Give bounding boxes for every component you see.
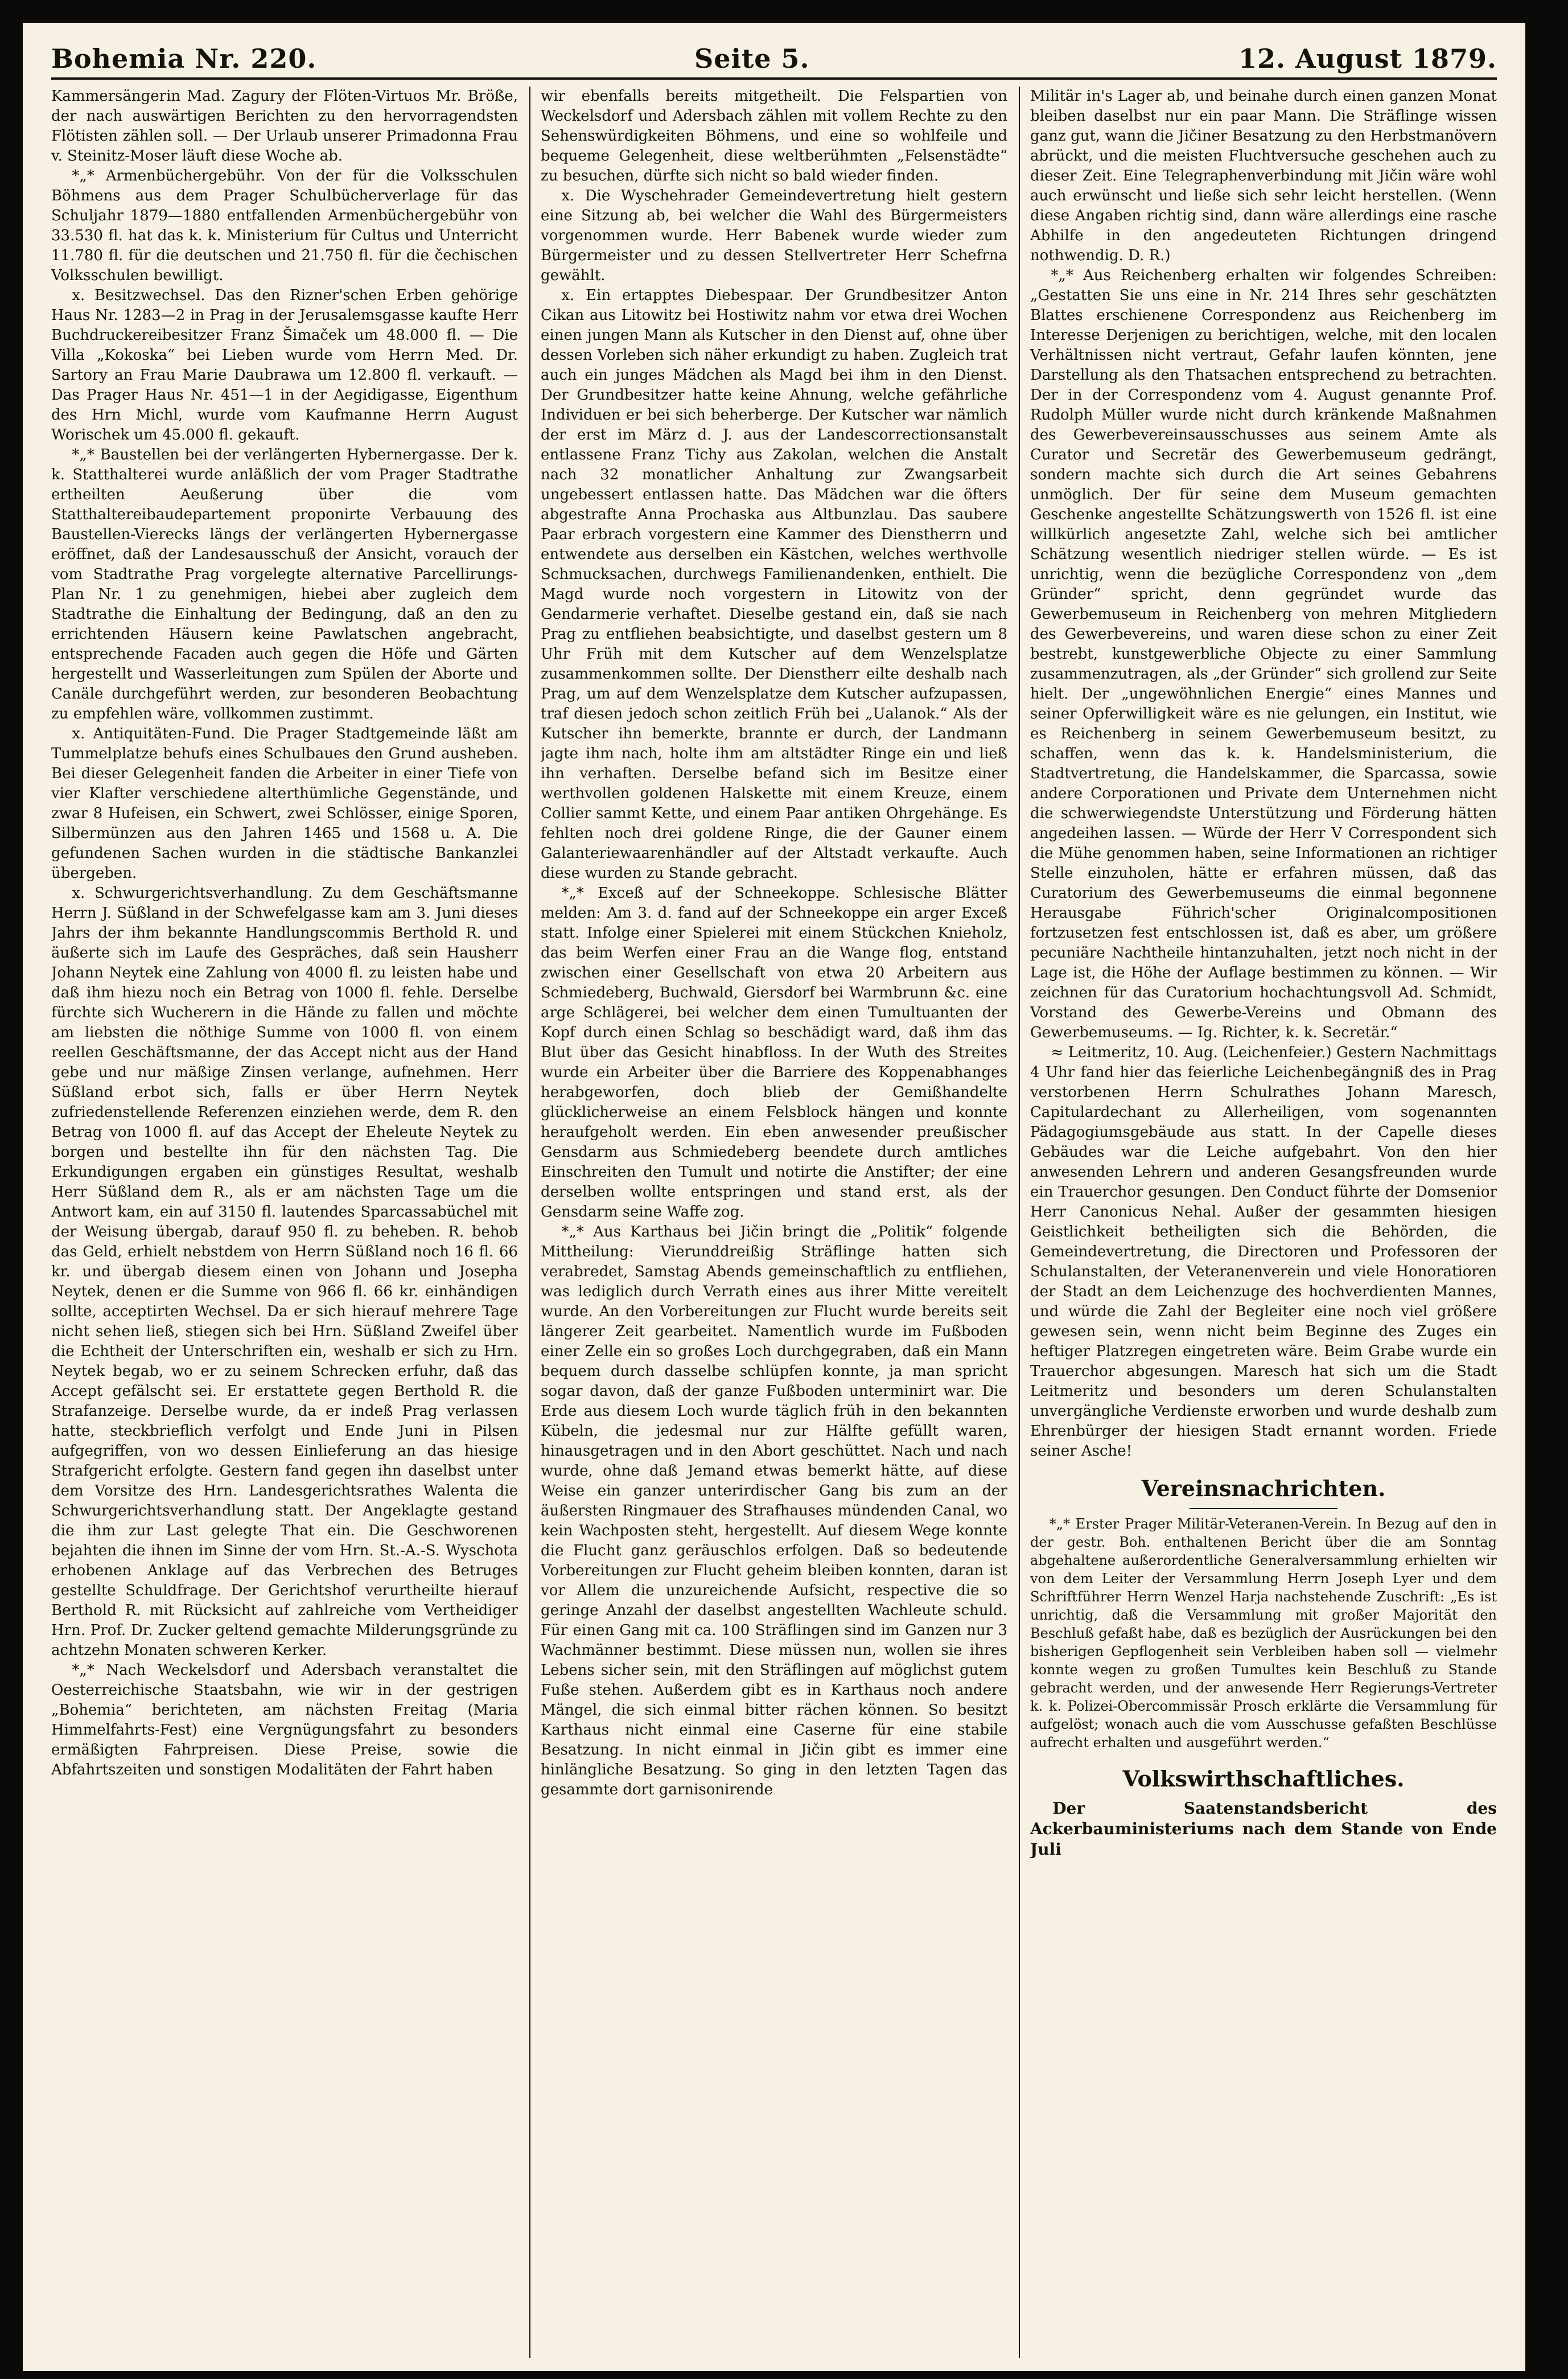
article-paragraph: *„* Exceß auf der Schneekoppe. Schlesische Blätter melden: Am 3. d. fand auf der Schneekoppe ein arger Exceß statt. Infolge einer Spielerei mit einem Stückchen Knieholz, das beim Werfen einer Frau an die Wange flog, entstand zwischen einer Gesellschaft von etwa 20 Arbeitern aus Schmiedeberg, Buchwald, Giersdorf bei Warmbrunn &c. eine arge Schlägerei, bei welcher dem einen Tumultuanten der Kopf durch einen Schlag so beschädigt ward, daß ihm das Blut über das Gesicht hinabfloss. In der Wuth des Streites wurde ein Arbeiter über die Barriere des Koppenabhanges herabgeworfen, doch blieb der Gemißhandelte glücklicherweise an einem Felsblock hängen und konnte heraufgeholt werden. Ein eben anwesender preußischer Gensdarm aus Schmiedeberg beendete durch amtliches Einschreiten den Tumult und notirte die Anstifter; der eine derselben wollte entspringen und stand erst, als der Gensdarm seine Waffe zog. [541, 885, 1007, 1221]
page-number: Seite 5. [694, 43, 810, 74]
article-paragraph: Der Saatenstandsbericht des Ackerbauministeriums nach dem Stande von Ende Juli [1030, 1799, 1497, 1859]
column-3 [1030, 87, 1497, 2358]
article-paragraph: Militär in's Lager ab, und beinahe durch einen ganzen Monat bleiben daselbst nur ein paar Mann. Die Sträflinge wissen ganz gut, wann die Jičiner Besatzung zu den Herbstmanövern abrückt, und die meisten Fluchtversuche geschehen auch zu dieser Zeit. Eine Telegraphenverbindung mit Jičin wäre wohl auch erwünscht und ließe sich sehr leicht herstellen. (Wenn diese Angaben richtig sind, dann wäre allerdings eine rasche Abhilfe in den angedeuteten Richtungen dringend nothwendig. D. R.) [1030, 88, 1497, 264]
article-paragraph: *„* Baustellen bei der verlängerten Hybernergasse. Der k. k. Statthalterei wurde anläßlich der vom Prager Stadtrathe ertheilten Aeußerung über die vom Statthaltereibaudepartement proponirte Verbauung des Baustellen-Vierecks längs der verlängerten Hybernergasse eröffnet, daß der Landesausschuß der Ansicht, vorauch der vom Stadtrathe Prag vorgelegte alternative Parcellirungs-Plan Nr. 1 zu genehmigen, hiebei aber zugleich dem Stadtrathe die Einhaltung der Bedingung, daß an den zu errichtenden Häusern keine Pawlatschen angebracht, entsprechende Facaden auch gegen die Höfe und Gärten hergestellt und Wasserleitungen zum Spülen der Aborte und Canäle durchgeführt werden, zur besonderen Beobachtung zu empfehlen wäre, vollkommen zustimmt. [51, 446, 518, 722]
newspaper-page [23, 23, 1525, 2371]
article-paragraph: x. Antiquitäten-Fund. Die Prager Stadtgemeinde läßt am Tummelplatze behufs eines Schulbaues den Grund ausheben. Bei dieser Gelegenheit fanden die Arbeiter in einer Tiefe von vier Klafter verschiedene alterthümliche Gegenstände, und zwar 8 Hufeisen, ein Schwert, zwei Schlösser, einige Sporen, Silbermünzen aus den Jahren 1465 und 1568 u. A. Die gefundenen Sachen wurden in die städtische Bankanzlei übergeben. [51, 725, 518, 882]
article-paragraph: x. Besitzwechsel. Das den Rizner'schen Erben gehörige Haus Nr. 1283—2 in Prag in der Jerusalemsgasse kaufte Herr Buchdruckereibesitzer Franz Šimaček um 48.000 fl. — Die Villa „Kokoska“ bei Lieben wurde vom Herrn Med. Dr. Sartory an Frau Marie Daubrawa um 12.800 fl. verkauft. — Das Prager Haus Nr. 451—1 in der Aegidigasse, Eigenthum des Hrn Michl, wurde vom Kaufmanne Herrn August Worischek um 45.000 fl. gekauft. [51, 287, 518, 443]
article-paragraph: *„* Armenbüchergebühr. Von der für die Volksschulen Böhmens aus dem Prager Schulbücherverlage für das Schuljahr 1879—1880 entfallenden Armenbüchergebühr von 33.530 fl. hat das k. k. Ministerium für Cultus und Unterricht 11.780 fl. für die deutschen und 21.750 fl. für die čechischen Volksschulen bewilligt. [51, 167, 518, 284]
article-paragraph: wir ebenfalls bereits mitgetheilt. Die Felspartien von Weckelsdorf und Adersbach zählen mit vollem Rechte zu den Sehenswürdigkeiten Böhmens, und eine so wohlfeile und bequeme Gelegenheit, diese weltberühmten „Felsenstädte“ zu besuchen, dürfte sich nicht so bald wieder finden. [541, 88, 1007, 184]
article-paragraph: *„* Aus Reichenberg erhalten wir folgendes Schreiben: „Gestatten Sie uns eine in Nr. 214 Ihres sehr geschätzten Blattes erschienene Correspondenz aus Reichenberg im Interesse Derjenigen zu berichtigen, welche, mit den localen Verhältnissen nicht vertraut, Gefahr laufen könnten, jene Darstellung als den Thatsachen entsprechend zu betrachten. Der in der Correspondenz vom 4. August genannte Prof. Rudolph Müller wurde nicht durch kränkende Maßnahmen des Gewerbevereinsausschusses aus seinem Amte als Curator und Secretär des Gewerbemuseum gedrängt, sondern machte sich durch die Art seines Gebahrens unmöglich. Der für seine dem Museum gemachten Geschenke angestellte Schätzungswerth von 1526 fl. ist eine willkürlich angesetzte Zahl, welche sich bei amtlicher Schätzung wesentlich niedriger stellen würde. — Es ist unrichtig, wenn die bezügliche Correspondenz von „dem Gründer“ spricht, denn gegründet wurde das Gewerbemuseum in Reichenberg von mehren Mitgliedern des Gewerbevereins, und waren diese schon zu einer Zeit bestrebt, kunstgewerbliche Objecte zu einer Sammlung zusammenzutragen, als „der Gründer“ sich grollend zur Seite hielt. Der „ungewöhnlichen Energie“ eines Mannes und seiner Opferwilligkeit wäre es nie gelungen, ein Institut, wie es Reichenberg in seinem Gewerbemuseum besitzt, zu schaffen, wenn das k. k. Handelsministerium, die Stadtvertretung, die Handelskammer, die Sparcassa, sowie andere Corporationen und Private dem Unternehmen nicht die schwerwiegendste Unterstützung und Förderung hätten angedeihen lassen. — Würde der Herr V Correspondent sich die Mühe genommen haben, seine Informationen an richtiger Stelle einzuholen, hätte er erfahren müssen, daß das Curatorium des Gewerbemuseums die einmal begonnene Herausgabe Führich'scher Originalcompositionen fortzusetzen fest entschlossen ist, daß es aber, um größere pecuniäre Nachtheile hintanzuhalten, jetzt noch nicht in der Lage ist, die Höhe der Auflage bestimmen zu können. — Wir zeichnen für das Curatorium hochachtungsvoll Ad. Schmidt, Vorstand des Gewerbe-Vereins und Obmann des Gewerbemuseums. — Ig. Richter, k. k. Secretär.“ [1030, 267, 1497, 1041]
column-2 [541, 87, 1007, 2358]
article-paragraph: Kammersängerin Mad. Zagury der Flöten-Virtuos Mr. Bröße, der nach auswärtigen Berichten zu den hervorragendsten Flötisten zählen soll. — Der Urlaub unserer Primadonna Frau v. Steinitz-Moser läuft diese Woche ab. [51, 88, 518, 165]
section-rule [1190, 1508, 1337, 1509]
article-paragraph: ≈ Leitmeritz, 10. Aug. (Leichenfeier.) Gestern Nachmittags 4 Uhr fand hier das feierliche Leichenbegängniß des in Prag verstorbenen Herrn Schulrathes Johann Maresch, Capitulardechant zu Allerheiligen, vom sogenannten Pädagogiumsgebäude aus statt. In der Capelle dieses Gebäudes war die Leiche aufgebahrt. Von den hier anwesenden Lehrern und anderen Gesangsfreunden wurde ein Trauerchor gesungen. Den Conduct führte der Domsenior Herr Canonicus Nehal. Außer der gesammten hiesigen Geistlichkeit betheiligten sich die Behörden, die Gemeindevertretung, die Directoren und Professoren der Schulanstalten, der Veteranenverein und viele Honoratioren der Stadt an dem Leichenzuge des hochverdienten Mannes, und würde die Zahl der Begleiter eine noch viel größere gewesen sein, wenn nicht beim Beginne des Zuges ein heftiger Platzregen eingetreten wäre. Beim Grabe wurde ein Trauerchor abgesungen. Maresch hat sich um die Stadt Leitmeritz und besonders um deren Schulanstalten unvergängliche Verdienste erworben und wurde deshalb zum Ehrenbürger der hiesigen Stadt ernannt worden. Friede seiner Asche! [1030, 1044, 1497, 1460]
article-paragraph: *„* Erster Prager Militär-Veteranen-Verein. In Bezug auf den in der gestr. Boh. enthaltenen Bericht über die am Sonntag abgehaltene außerordentliche Generalversammlung erhielten wir von dem Leiter der Versammlung Herrn Joseph Lyer und dem Schriftführer Herrn Wenzel Harja nachstehende Zuschrift: „Es ist unrichtig, daß die Versammlung mit großer Majorität den Beschluß gefaßt habe, daß es bezüglich der Ausrückungen bei den bisherigen Gepflogenheit sein Verbleiben haben soll — vielmehr konnte wegen zu großen Tumultes kein Beschluß zu Stande gebracht werden, und der anwesende Herr Regierungs-Vertreter k. k. Polizei-Obercommissär Prosch erklärte die Versammlung für aufgelöst; wonach auch die vom Ausschusse gefaßten Beschlüsse aufrecht erhalten und ausgeführt werden.“ [1030, 1516, 1497, 1751]
article-paragraph: *„* Aus Karthaus bei Jičin bringt die „Politik“ folgende Mittheilung: Vierunddreißig Sträflinge hatten sich verabredet, Samstag Abends gemeinschaftlich zu entfliehen, was lediglich durch Verrath eines aus ihrer Mitte vereitelt wurde. An den Vorbereitungen zur Flucht wurde bereits seit längerer Zeit gearbeitet. Namentlich wurde im Fußboden einer Zelle ein so großes Loch durchgegraben, daß ein Mann bequem durch dasselbe schlüpfen konnte, ja man spricht sogar davon, daß der ganze Fußboden unterminirt war. Die Erde aus diesem Loch wurde täglich früh in den bekannten Kübeln, die jedesmal nur zur Hälfte gefüllt waren, hinausgetragen und in den Abort geschüttet. Nach und nach wurde, ohne daß Jemand etwas bemerkt hätte, auf diese Weise ein ganzer unterirdischer Gang bis zum an der äußersten Ringmauer des Strafhauses mündenden Canal, wo kein Wachposten steht, hergestellt. Auf diesem Wege konnte die Flucht ganz geräuschlos erfolgen. Daß so bedeutende Vorbereitungen zur Flucht geheim bleiben konnten, daran ist vor Allem die unzureichende Aufsicht, respective die so geringe Anzahl der daselbst angestellten Wachleute schuld. Für einen Gang mit ca. 100 Sträflingen sind im Ganzen nur 3 Wachmänner bestimmt. Diese müssen nun, wollen sie ihres Lebens sicher sein, mit den Sträflingen auf möglichst gutem Fuße stehen. Außerdem gibt es in Karthaus noch andere Mängel, die sich einmal bitter rächen können. So besitzt Karthaus nicht einmal eine Caserne für eine stabile Besatzung. In nicht einmal in Jičin gibt es immer eine hinlängliche Besatzung. So ging in den letzten Tagen das gesammte dort garnisonirende [541, 1223, 1007, 1798]
article-paragraph: x. Schwurgerichtsverhandlung. Zu dem Geschäftsmanne Herrn J. Süßland in der Schwefelgasse kam am 3. Juni dieses Jahrs der ihm bekannte Handlungscommis Berthold R. und äußerte sich im Laufe des Gespräches, daß sein Hausherr Johann Neytek eine Zahlung von 4000 fl. zu leisten habe und daß ihm hiezu noch ein Betrag von 1000 fl. fehle. Derselbe fürchte sich Wucherern in die Hände zu fallen und möchte am liebsten die nöthige Summe von 1000 fl. von einem reellen Geschäftsmanne, der das Accept nicht aus der Hand gebe und nur mäßige Zinsen verlange, aufnehmen. Herr Süßland erbot sich, falls er über Herrn Neytek zufriedenstellende Referenzen einziehen werde, dem R. den Betrag von 1000 fl. auf das Accept der Eheleute Neytek zu borgen und bestellte ihn für den nächsten Tag. Die Erkundigungen ergaben ein günstiges Resultat, weshalb Herr Süßland dem R., als er am nächsten Tage um die Antwort kam, ein auf 3150 fl. lautendes Sparcassabüchel mit der Weisung übergab, darauf 950 fl. zu beheben. R. behob das Geld, erhielt nebstdem von Herrn Süßland noch 16 fl. 66 kr. und übergab diesem einen von Johann und Josepha Neytek, denen er die Summe von 966 fl. 66 kr. einhändigen sollte, acceptirten Wechsel. Da er sich hierauf mehrere Tage nicht sehen ließ, stiegen sich bei Hrn. Süßland Zweifel über die Echtheit der Unterschriften ein, weshalb er sich zu Hrn. Neytek begab, wo er zu seinem Schrecken erfuhr, daß das Accept gefälscht sei. Er erstattete gegen Berthold R. die Strafanzeige. Derselbe wurde, da er indeß Prag verlassen hatte, steckbrieflich verfolgt und Ende Juni in Pilsen aufgegriffen, von wo dessen Einlieferung an das hiesige Strafgericht erfolgte. Gestern fand gegen ihn daselbst unter dem Vorsitze des Hrn. Landesgerichtsrathes Walenta die Schwurgerichtsverhandlung statt. Der Angeklagte gestand die ihm zur Last gelegte That ein. Die Geschworenen bejahten die ihnen im Sinne der vom Hrn. St.-A.-S. Wyschota erhobenen Anklage auf das Verbrechen des Betruges gestellte Schuldfrage. Der Gerichtshof verurtheilte hierauf Berthold R. mit Rücksicht auf zahlreiche vom Vertheidiger Hrn. Prof. Dr. Zucker geltend gemachte Milderungsgründe zu achtzehn Monaten schweren Kerker. [51, 885, 518, 1659]
page-header [51, 39, 1497, 79]
masthead-issue: Bohemia Nr. 220. [51, 43, 317, 74]
article-paragraph: x. Ein ertapptes Diebespaar. Der Grundbesitzer Anton Cikan aus Litowitz bei Hostiwitz nahm vor etwa drei Wochen einen jungen Mann als Kutscher in den Dienst auf, ohne über dessen Vorleben sich näher erkundigt zu haben. Zugleich trat auch ein junges Mädchen als Magd bei ihm in den Dienst. Der Grundbesitzer hatte keine Ahnung, welche gefährliche Individuen er bei sich beherberge. Der Kutscher war nämlich der erst im März d. J. aus der Landescorrectionsanstalt entlassene Franz Tichy aus Zakolan, welchen die Anstalt nach 32 monatlicher Anhaltung zur Zwangsarbeit ungebessert entlassen hatte. Das Mädchen war die öfters abgestrafte Anna Prochaska aus Altbunzlau. Das saubere Paar erbrach vorgestern eine Kammer des Dienstherrn und entwendete aus derselben ein Kästchen, welches werthvolle Schmucksachen, durchwegs Familienandenken, enthielt. Die Magd wurde noch vorgestern in Litowitz von der Gendarmerie verhaftet. Dieselbe gestand ein, daß sie nach Prag zu entfliehen beabsichtigte, und daselbst gestern um 8 Uhr Früh mit dem Kutscher auf dem Wenzelsplatze zusammenkommen sollte. Der Dienstherr eilte deshalb nach Prag, um auf dem Wenzelsplatze dem Kutscher aufzupassen, traf diesen jedoch schon zeitlich Früh bei „Ualanok.“ Als der Kutscher ihn bemerkte, brannte er durch, der Landmann jagte ihm nach, holte ihm am altstädter Ringe ein und ließ ihn verhaften. Derselbe befand sich im Besitze einer werthvollen goldenen Halskette mit einem Kreuze, einem Collier sammt Kette, und einem Paar antiken Ohrgehänge. Es fehlten noch drei goldene Ringe, die der Gauner einem Galanteriewaarenhändler auf der Altstadt verkaufte. Auch diese wurden zu Stande gebracht. [541, 287, 1007, 882]
section-heading-volkswirthschaftliches: Volkswirthschaftliches. [1122, 1766, 1405, 1792]
header-rule [51, 77, 1497, 80]
issue-date: 12. August 1879. [1238, 43, 1497, 74]
column-1 [51, 87, 518, 2358]
section-heading-vereinsnachrichten: Vereinsnachrichten. [1141, 1476, 1386, 1501]
article-paragraph: x. Die Wyschehrader Gemeindevertretung hielt gestern eine Sitzung ab, bei welcher die Wahl des Bürgermeisters vorgenommen wurde. Herr Babenek wurde wieder zum Bürgermeister und zu dessen Stellvertreter Herr Schefrna gewählt. [541, 187, 1007, 284]
article-paragraph: *„* Nach Weckelsdorf und Adersbach veranstaltet die Oesterreichische Staatsbahn, wie wir in der gestrigen „Bohemia“ berichteten, am nächsten Freitag (Maria Himmelfahrts-Fest) eine Vergnügungsfahrt zu besonders ermäßigten Fahrpreisen. Diese Preise, sowie die Abfahrtszeiten und sonstigen Modalitäten der Fahrt haben [51, 1662, 518, 1778]
column-divider [529, 87, 530, 2358]
column-divider [1019, 87, 1020, 2358]
